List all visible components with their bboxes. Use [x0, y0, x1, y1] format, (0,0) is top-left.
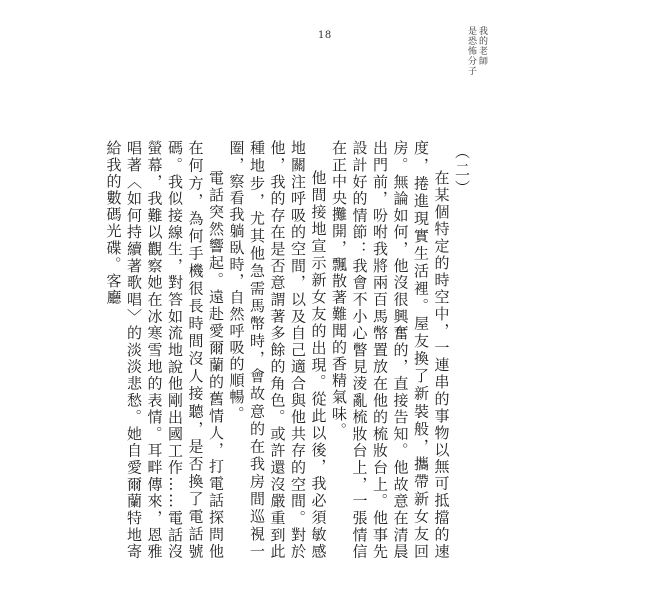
section-heading: （二） — [453, 144, 471, 198]
book-title-line-2: 是恐怖分子 — [466, 26, 476, 76]
running-header — [466, 26, 487, 86]
vertical-text-block — [104, 140, 472, 560]
paragraph-3: 電話突然響起。遠赴愛爾蘭的舊情人，打電話探問他在何方，為何手機很長時間沒人接聽，是否換了電話號碼。我似接線生，對答如流地說他剛出國工作……電話沒螢幕，我難以觀察她在冰寒雪地的表情。耳畔傳來，恩雅唱著〈如何持續著歌唱〉的淡淡悲愁。她自愛爾蘭特地寄給我的數碼光碟。客廳 — [104, 140, 225, 560]
paragraph-2: 他間接地宣示新女友的出現。從此以後，我必須敏感地關注呼吸的空間，以及自己適合與他共存的空間。對於他，我的存在是否意謂著多餘的角色。或許還沒嚴重到此種地步，尤其他急需馬幣時，會故意的在我房間巡視一圈，察看我躺臥時，自然呼吸的順暢。 — [227, 140, 328, 560]
page-number: 18 — [318, 30, 332, 41]
paragraph-1: 在某個特定的時空中，一連串的事物以無可抵擋的速度，捲進現實生活裡。屋友換了新裝般，攜帶新女友回房。無論如何，他沒很興奮的，直接告知。他故意在清晨出門前，吩咐我將兩百馬幣置放在他的梳妝台上。他事先設計好的情節：我會不小心瞥見淩亂梳妝台上，一張情信在正中央攤開，飄散著難聞的香精氣味。 — [330, 140, 451, 560]
book-title-line-1: 我的老師 — [477, 26, 487, 66]
